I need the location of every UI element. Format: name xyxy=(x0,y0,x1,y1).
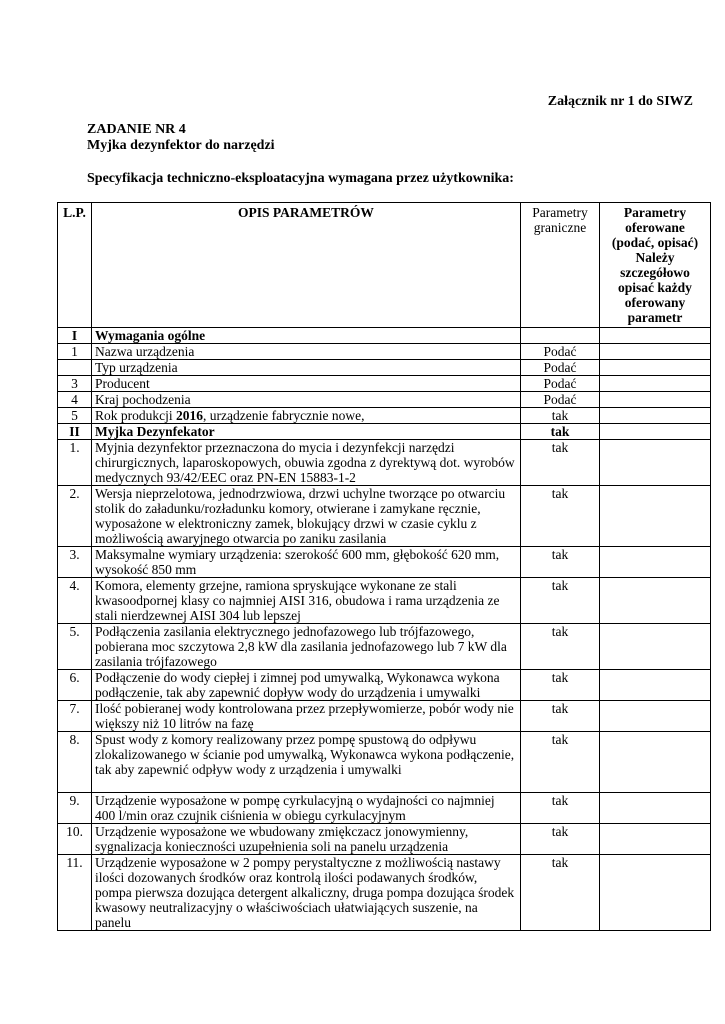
row-required: tak xyxy=(521,624,600,670)
row-lp: 3 xyxy=(58,376,92,392)
row-description: Urządzenie wyposażone w pompę cyrkulacyjną o wydajności co najmniej 400 l/min oraz czujnik ciśnienia w obiegu cyrkulacyjnym xyxy=(92,793,521,824)
row-lp: II xyxy=(58,424,92,440)
spec-title: Specyfikacja techniczno-eksploatacyjna wymagana przez użytkownika: xyxy=(87,171,514,186)
row-required: tak xyxy=(521,670,600,701)
task-name: Myjka dezynfektor do narzędzi xyxy=(87,138,275,153)
table-row xyxy=(58,486,711,547)
table-row xyxy=(58,440,711,486)
row-required: tak xyxy=(521,440,600,486)
row-lp: 2. xyxy=(58,486,92,547)
row-offered xyxy=(600,855,711,931)
row-required: tak xyxy=(521,486,600,547)
header-required: Parametry graniczne xyxy=(521,203,600,328)
header-lp: L.P. xyxy=(58,203,92,328)
row-offered xyxy=(600,578,711,624)
table-row xyxy=(58,328,711,344)
row-description: Myjnia dezynfektor przeznaczona do mycia i dezynfekcji narzędzi chirurgicznych, laparoskopowych, obuwia zgodna z dyrektywą dot. wyrobów medycznych 93/42/EEC oraz PN-EN 15883-1-2 xyxy=(92,440,521,486)
row-offered xyxy=(600,376,711,392)
row-required: tak xyxy=(521,824,600,855)
table-row xyxy=(58,408,711,424)
row-offered xyxy=(600,824,711,855)
row-lp: 5. xyxy=(58,624,92,670)
row-lp: 1. xyxy=(58,440,92,486)
row-description: Urządzenie wyposażone w 2 pompy perystaltyczne z możliwością nastawy ilości dozowanych środków oraz kontrolą ilości podawanych środków, pompa pierwsza dozująca detergent alkaliczny, druga pompa dozująca środek kwasowy neutralizacyjny o właściwościach ułatwiających suszenie, na panelu xyxy=(92,855,521,931)
row-required: tak xyxy=(521,732,600,793)
table-body xyxy=(58,328,711,931)
row-description: Ilość pobieranej wody kontrolowana przez przepływomierze, pobór wody nie większy niż 10 litrów na fazę xyxy=(92,701,521,732)
row-description: Maksymalne wymiary urządzenia: szerokość 600 mm, głębokość 620 mm, wysokość 850 mm xyxy=(92,547,521,578)
row-lp xyxy=(58,360,92,376)
row-offered xyxy=(600,392,711,408)
row-lp: 11. xyxy=(58,855,92,931)
row-offered xyxy=(600,360,711,376)
header-description: OPIS PARAMETRÓW xyxy=(92,203,521,328)
row-offered xyxy=(600,440,711,486)
row-offered xyxy=(600,732,711,793)
annex-label: Załącznik nr 1 do SIWZ xyxy=(547,94,693,109)
row-description: Producent xyxy=(92,376,521,392)
row-offered xyxy=(600,424,711,440)
row-lp: 9. xyxy=(58,793,92,824)
row-lp: I xyxy=(58,328,92,344)
task-number: ZADANIE NR 4 xyxy=(87,122,186,137)
spec-table xyxy=(57,202,711,931)
row-offered xyxy=(600,793,711,824)
table-row xyxy=(58,701,711,732)
row-required: tak xyxy=(521,793,600,824)
table-row xyxy=(58,732,711,793)
row-required: Podać xyxy=(521,376,600,392)
table-header-row xyxy=(58,203,711,328)
row-lp: 7. xyxy=(58,701,92,732)
row-description: Myjka Dezynfekator xyxy=(92,424,521,440)
row-description: Komora, elementy grzejne, ramiona spryskujące wykonane ze stali kwasoodpornej klasy co najmniej AISI 316, obudowa i rama urządzenia ze stali nierdzewnej AISI 304 lub lepszej xyxy=(92,578,521,624)
row-description: Kraj pochodzenia xyxy=(92,392,521,408)
table-row xyxy=(58,624,711,670)
table-row xyxy=(58,578,711,624)
table-row xyxy=(58,360,711,376)
row-lp: 4. xyxy=(58,578,92,624)
row-description: Spust wody z komory realizowany przez pompę spustową do odpływu zlokalizowanego w ścianie pod umywalką, Wykonawca wykona podłączenie, tak aby zapewnić odpływ wody z urządzenia i umywalki xyxy=(92,732,521,793)
row-lp: 10. xyxy=(58,824,92,855)
header-offered: Parametry oferowane (podać, opisać) Należy szczegółowo opisać każdy oferowany parametr xyxy=(600,203,711,328)
table-row xyxy=(58,344,711,360)
row-description: Wymagania ogólne xyxy=(92,328,521,344)
row-offered xyxy=(600,408,711,424)
row-required: tak xyxy=(521,408,600,424)
table-row xyxy=(58,824,711,855)
row-offered xyxy=(600,328,711,344)
row-lp: 6. xyxy=(58,670,92,701)
table-row xyxy=(58,670,711,701)
row-offered xyxy=(600,624,711,670)
row-description: Typ urządzenia xyxy=(92,360,521,376)
row-required: tak xyxy=(521,701,600,732)
table-row xyxy=(58,855,711,931)
row-description: Wersja nieprzelotowa, jednodrzwiowa, drzwi uchylne tworzące po otwarciu stolik do załadunku/rozładunku komory, otwierane i zamykane ręcznie, wyposażone w elektroniczny zamek, blokujący drzwi w czasie cyklu z możliwością awaryjnego otwarcia po zaniku zasilania xyxy=(92,486,521,547)
row-offered xyxy=(600,486,711,547)
row-lp: 4 xyxy=(58,392,92,408)
table-row xyxy=(58,392,711,408)
task-heading xyxy=(87,122,275,154)
row-required: Podać xyxy=(521,360,600,376)
row-required xyxy=(521,328,600,344)
row-required: tak xyxy=(521,547,600,578)
row-description: Rok produkcji 2016, urządzenie fabrycznie nowe, xyxy=(92,408,521,424)
row-offered xyxy=(600,670,711,701)
row-description: Podłączenia zasilania elektrycznego jednofazowego lub trójfazowego, pobierana moc szczytowa 2,8 kW dla zasilania jednofazowego lub 7 kW dla zasilania trójfazowego xyxy=(92,624,521,670)
row-offered xyxy=(600,344,711,360)
row-offered xyxy=(600,701,711,732)
row-offered xyxy=(600,547,711,578)
table-row xyxy=(58,376,711,392)
row-lp: 3. xyxy=(58,547,92,578)
table-row xyxy=(58,424,711,440)
row-lp: 1 xyxy=(58,344,92,360)
row-required: tak xyxy=(521,424,600,440)
row-required: Podać xyxy=(521,392,600,408)
row-required: Podać xyxy=(521,344,600,360)
row-lp: 5 xyxy=(58,408,92,424)
row-lp: 8. xyxy=(58,732,92,793)
table-row xyxy=(58,793,711,824)
row-description: Urządzenie wyposażone we wbudowany zmiękczacz jonowymienny, sygnalizacja konieczności uzupełnienia soli na panelu urządzenia xyxy=(92,824,521,855)
row-required: tak xyxy=(521,578,600,624)
table-row xyxy=(58,547,711,578)
row-description: Podłączenie do wody ciepłej i zimnej pod umywalką, Wykonawca wykona podłączenie, tak aby zapewnić dopływ wody do urządzenia i umywalki xyxy=(92,670,521,701)
row-description: Nazwa urządzenia xyxy=(92,344,521,360)
row-required: tak xyxy=(521,855,600,931)
